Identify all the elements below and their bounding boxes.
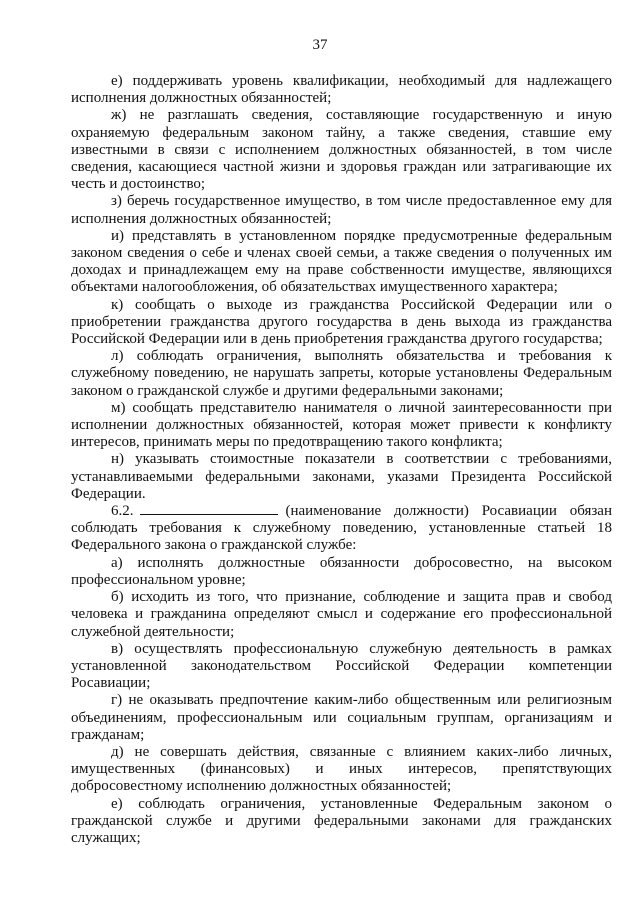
paragraph-n: н) указывать стоимостные показатели в соответствии с требованиями, устанавливаемыми федеральными законами, указами Президента Российской Федерации.: [71, 451, 612, 502]
document-body: [71, 73, 612, 847]
paragraph-i: и) представлять в установленном порядке предусмотренные федеральным законом сведения о себе и членах своей семьи, а также сведения о полученных им доходах и принадлежащем ему на праве собственности имуществе, являющихся объектами налогообложения, об обязательствах имущественного характера;: [71, 227, 612, 296]
page-number: 37: [312, 37, 328, 53]
paragraph-b: б) исходить из того, что признание, соблюдение и защита прав и свобод человека и гражданина определяют смысл и содержание его профессиональной служебной деятельности;: [71, 589, 612, 640]
paragraph-d: д) не совершать действия, связанные с влиянием каких-либо личных, имущественных (финансовых) и иных интересов, препятствующих добросовестному исполнению должностных обязанностей;: [71, 743, 612, 795]
paragraph-m: м) сообщать представителю нанимателя о личной заинтересованности при исполнении должностных обязанностей, которая может привести к конфликту интересов, принимать меры по предотвращению такого конфликта;: [71, 399, 612, 451]
section-number: 6.2.: [111, 503, 134, 520]
paragraph-z: з) беречь государственное имущество, в том числе предоставленное ему для исполнения должностных обязанностей;: [71, 193, 612, 227]
paragraph-k: к) сообщать о выходе из гражданства Российской Федерации или о приобретении гражданства другого государства в день выхода из гражданства Российской Федерации или в день приобретения гражданства другого государства;: [71, 296, 612, 348]
paragraph-g: г) не оказывать предпочтение каким-либо общественным или религиозным объединениям, профессиональным или социальным группам, организациям и гражданам;: [71, 692, 612, 743]
section-6-2: [71, 503, 612, 555]
paragraph-e-2: е) соблюдать ограничения, установленные Федеральным законом о гражданской службе и другими федеральными законами для гражданских служащих;: [71, 795, 612, 846]
section-text: (наименование должности) Росавиации обязан соблюдать требования к служебному поведению, установленные статьей 18 Федерального закона о гражданской службе:: [71, 503, 612, 554]
paragraph-e: е) поддерживать уровень квалификации, необходимый для надлежащего исполнения должностных обязанностей;: [71, 73, 612, 107]
paragraph-l: л) соблюдать ограничения, выполнять обязательства и требования к служебному поведению, не нарушать запреты, которые установлены Федеральным законом о гражданской службе и другими федеральными законами;: [71, 348, 612, 399]
paragraph-a: а) исполнять должностные обязанности добросовестно, на высоком профессиональном уровне;: [71, 554, 612, 588]
paragraph-v: в) осуществлять профессиональную служебную деятельность в рамках установленной законодательством Российской Федерации компетенции Росавиации;: [71, 640, 612, 692]
paragraph-zh: ж) не разглашать сведения, составляющие государственную и иную охраняемую федеральным законом тайну, а также сведения, ставшие ему известными в связи с исполнением должностных обязанностей, в том числе сведения, касающиеся частной жизни и здоровья граждан или затрагивающие их честь и достоинство;: [71, 107, 612, 193]
position-name-blank: [140, 503, 278, 515]
